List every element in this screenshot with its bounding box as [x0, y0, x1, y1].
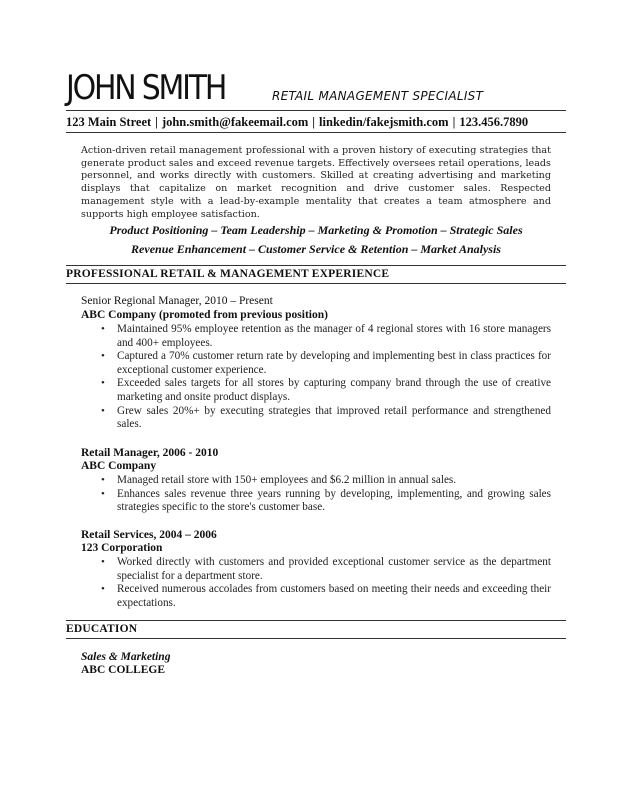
- education-heading: EDUCATION: [66, 623, 138, 635]
- bullet-icon: •: [101, 404, 105, 417]
- contact-separator: |: [155, 115, 158, 129]
- contact-address: 123 Main Street: [66, 115, 152, 129]
- contact-separator: |: [452, 115, 456, 129]
- skills-line-1: Product Positioning – Team Leadership – Marketing & Promotion – Strategic Sales: [109, 223, 523, 237]
- bullet-icon: •: [101, 487, 105, 500]
- job-title: Retail Services, 2004 – 2006: [81, 529, 217, 541]
- candidate-name: JOHN SMITH: [66, 68, 226, 108]
- bullet-icon: •: [101, 323, 105, 335]
- bullet-icon: •: [101, 556, 105, 568]
- skills-line-2: Revenue Enhancement – Customer Service & Retention – Market Analysis: [131, 242, 501, 256]
- job-bullets: [81, 556, 551, 610]
- header-rule-bottom: [66, 132, 566, 133]
- education-degree: Sales & Marketing: [81, 651, 171, 663]
- experience-heading: PROFESSIONAL RETAIL & MANAGEMENT EXPERIENCE: [66, 268, 390, 280]
- bullet-icon: •: [101, 474, 105, 486]
- list-item: • Worked directly with customers and provided exceptional customer service as the department specialist for a department store.: [101, 556, 551, 582]
- job-bullets: [81, 323, 551, 432]
- section-rule: [66, 620, 566, 621]
- section-rule: [66, 265, 566, 266]
- list-item: • Enhances sales revenue three years running by developing, implementing, and growing sales strategies specific to the store's customer base.: [101, 487, 551, 514]
- list-item: • Received numerous accolades from customers based on meeting their needs and exceeding their expectations.: [101, 583, 551, 609]
- job-title: Retail Manager, 2006 - 2010: [81, 447, 219, 459]
- list-item: • Grew sales 20%+ by executing strategies that improved retail performance and strengthened sales.: [101, 404, 551, 431]
- job-title: Senior Regional Manager, 2010 – Present: [81, 295, 273, 307]
- bullet-icon: •: [101, 583, 105, 596]
- contact-line: [66, 114, 566, 130]
- contact-linkedin: linkedin/fakejsmith.com: [319, 115, 449, 129]
- list-item: • Captured a 70% customer return rate by developing and implementing best in class practices for exceptional customer experience.: [101, 350, 551, 376]
- header-rule-top: [66, 110, 566, 111]
- contact-email: john.smith@fakeemail.com: [161, 115, 309, 129]
- list-item: • Managed retail store with 150+ employees and $6.2 million in annual sales.: [101, 474, 457, 486]
- bullet-icon: •: [101, 377, 105, 390]
- list-item: • Maintained 95% employee retention as the manager of 4 regional stores with 16 store managers and 400+ employees.: [101, 323, 551, 349]
- list-item: • Exceeded sales targets for all stores by capturing company brand through the use of creative marketing and onsite product displays.: [101, 377, 551, 403]
- job-company: ABC Company: [81, 460, 157, 472]
- job-company: 123 Corporation: [81, 542, 163, 554]
- section-rule: [66, 283, 566, 284]
- bullet-icon: •: [101, 350, 105, 363]
- contact-phone: 123.456.7890: [459, 115, 529, 129]
- job-bullets: [81, 474, 551, 515]
- education-school: ABC COLLEGE: [81, 664, 166, 676]
- candidate-role: RETAIL MANAGEMENT SPECIALIST: [272, 89, 484, 103]
- summary-paragraph: Action-driven retail management professional with a proven history of executing strategies that generate product sales and exceed revenue targets. Effectively oversees retail operations, leads personnel, and works directly with customers. Skilled at creating advertising and marketing displays that capitalize on market recognition and drive customer sales. Respected management style with a lead-by-example mentality that creates a team atmosphere and supports high employee satisfaction.: [81, 145, 551, 220]
- section-rule: [66, 638, 566, 639]
- job-company: ABC Company (promoted from previous position): [81, 309, 328, 321]
- contact-separator: |: [312, 115, 316, 129]
